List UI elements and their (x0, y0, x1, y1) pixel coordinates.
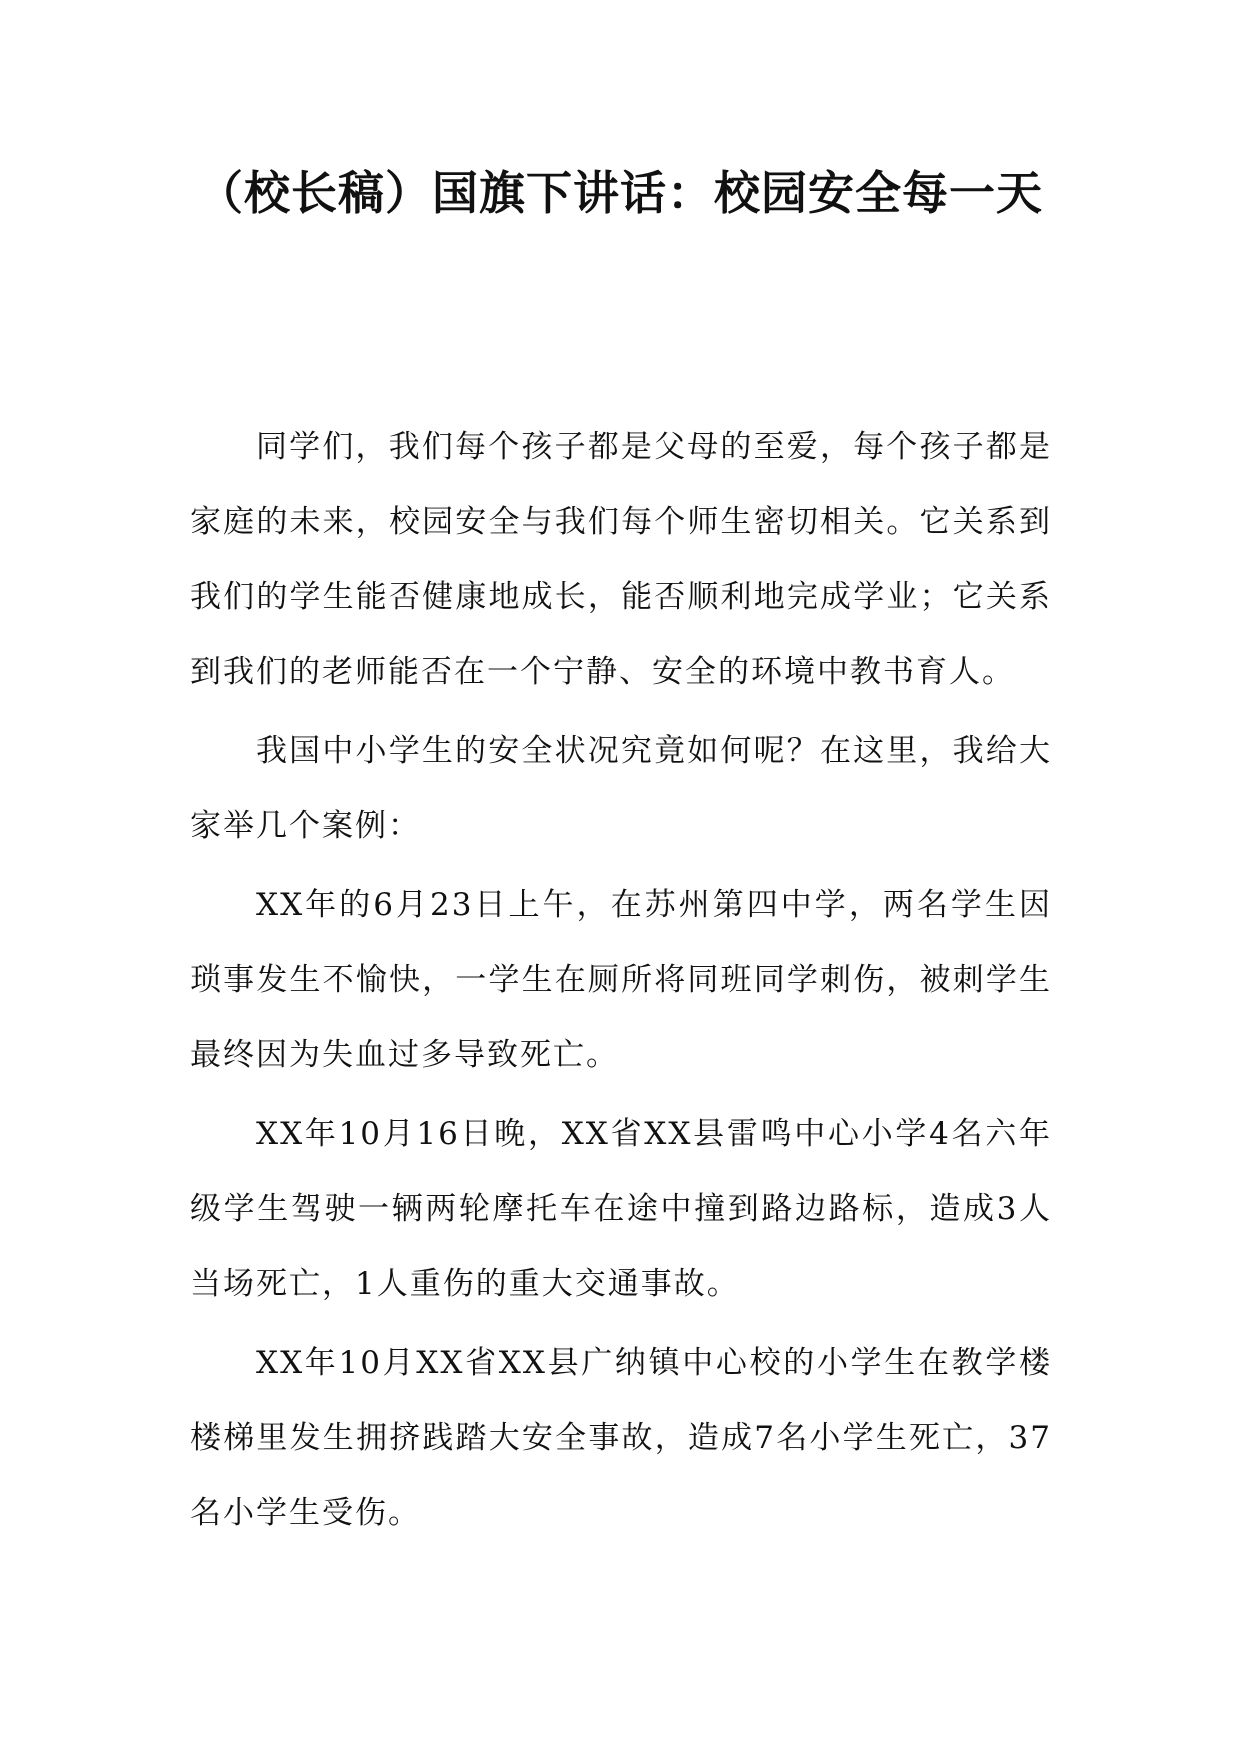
document-title: （校长稿）国旗下讲话：校园安全每一天 (197, 166, 1043, 220)
paragraph-case-3: XX年10月XX省XX县广纳镇中心校的小学生在教学楼楼梯里发生拥挤践踏大安全事故，造成7名小学生死亡，37名小学生受伤。 (190, 1345, 1052, 1531)
document-body (190, 410, 1052, 1555)
paragraph-intro: 同学们，我们每个孩子都是父母的至爱，每个孩子都是家庭的未来，校园安全与我们每个师生密切相关。它关系到我们的学生能否健康地成长，能否顺利地完成学业；它关系到我们的老师能否在一个宁静、安全的环境中教书育人。 (190, 429, 1052, 690)
paragraph-case-1: XX年的6月23日上午，在苏州第四中学，两名学生因琐事发生不愉快，一学生在厕所将同班同学刺伤，被刺学生最终因为失血过多导致死亡。 (190, 887, 1052, 1073)
paragraph-question: 我国中小学生的安全状况究竟如何呢？在这里，我给大家举几个案例： (190, 733, 1052, 844)
paragraph-case-2: XX年10月16日晚，XX省XX县雷鸣中心小学4名六年级学生驾驶一辆两轮摩托车在途中撞到路边路标，造成3人当场死亡，1人重伤的重大交通事故。 (190, 1116, 1052, 1302)
